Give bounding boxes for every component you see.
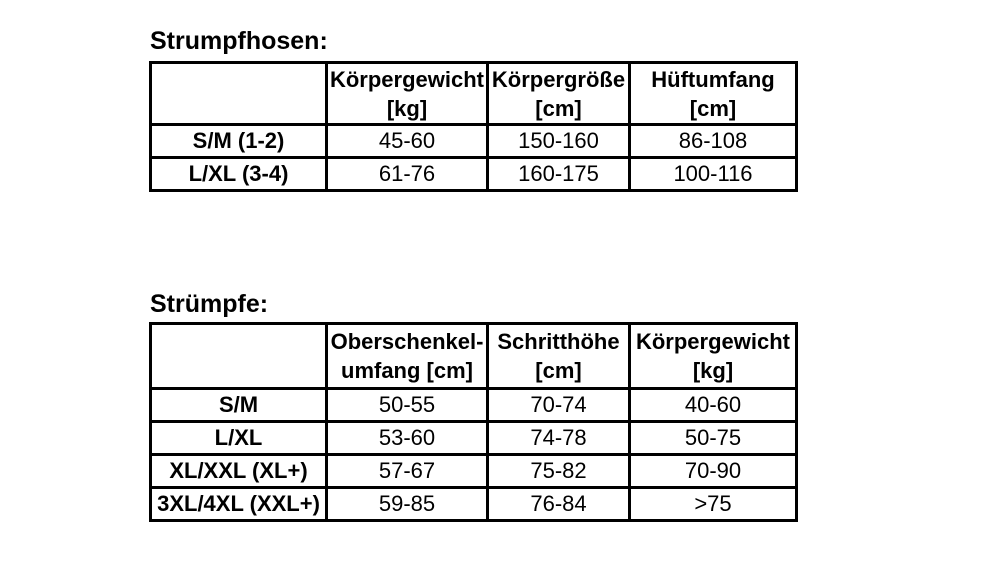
table-title-strumpfhosen: Strumpfhosen: — [150, 27, 328, 55]
column-header-line2: [kg] — [386, 95, 428, 121]
value-cell: >75 — [630, 488, 797, 521]
column-header-empty — [151, 63, 327, 125]
value-cell: 75-82 — [488, 455, 630, 488]
value-cell: 40-60 — [630, 389, 797, 422]
row-label-cell: 3XL/4XL (XXL+) — [151, 488, 327, 521]
table-row — [151, 488, 797, 521]
value-cell: 70-74 — [488, 389, 630, 422]
row-label-cell: XL/XXL (XL+) — [151, 455, 327, 488]
value-cell: 70-90 — [630, 455, 797, 488]
strumpfhosen-size-table — [149, 61, 798, 192]
column-header-koerpergroesse — [488, 63, 630, 125]
column-header-line1: Oberschenkel- — [330, 329, 484, 354]
value-cell: 50-75 — [630, 422, 797, 455]
row-label-cell: L/XL (3-4) — [151, 158, 327, 191]
value-cell: 160-175 — [488, 158, 630, 191]
table-row — [151, 422, 797, 455]
column-header-line1: Körpergewicht — [329, 66, 485, 92]
column-header-line1: Körpergewicht — [635, 329, 791, 354]
column-header-line1: Schritthöhe — [497, 329, 620, 354]
value-cell: 53-60 — [327, 422, 488, 455]
value-cell: 57-67 — [327, 455, 488, 488]
value-cell: 45-60 — [327, 125, 488, 158]
column-header-line2: [cm] — [535, 358, 582, 383]
column-header-line1: Körpergröße — [491, 66, 626, 92]
table-row — [151, 125, 797, 158]
column-header-koerpergewicht — [327, 63, 488, 125]
value-cell: 86-108 — [630, 125, 797, 158]
value-cell: 74-78 — [488, 422, 630, 455]
value-cell: 150-160 — [488, 125, 630, 158]
row-label-cell: S/M — [151, 389, 327, 422]
row-label-cell: L/XL — [151, 422, 327, 455]
column-header-line2: [kg] — [692, 358, 734, 383]
table-row — [151, 389, 797, 422]
column-header-hueftumfang — [630, 63, 797, 125]
column-header-line2: umfang [cm] — [341, 358, 473, 383]
column-header-line1: Hüftumfang — [651, 66, 775, 92]
column-header-empty — [151, 324, 327, 389]
header-row — [151, 324, 797, 389]
column-header-line2: [cm] — [689, 95, 737, 121]
header-row — [151, 63, 797, 125]
struempfe-size-table — [149, 322, 798, 522]
value-cell: 76-84 — [488, 488, 630, 521]
value-cell: 61-76 — [327, 158, 488, 191]
value-cell: 100-116 — [630, 158, 797, 191]
column-header-line2: [cm] — [535, 95, 582, 121]
value-cell: 59-85 — [327, 488, 488, 521]
column-header-schritthoehe — [488, 324, 630, 389]
table-row — [151, 158, 797, 191]
table-title-struempfe: Strümpfe: — [150, 290, 269, 318]
column-header-oberschenkelumfang — [327, 324, 488, 389]
value-cell: 50-55 — [327, 389, 488, 422]
column-header-koerpergewicht — [630, 324, 797, 389]
row-label-cell: S/M (1-2) — [151, 125, 327, 158]
table-row — [151, 455, 797, 488]
